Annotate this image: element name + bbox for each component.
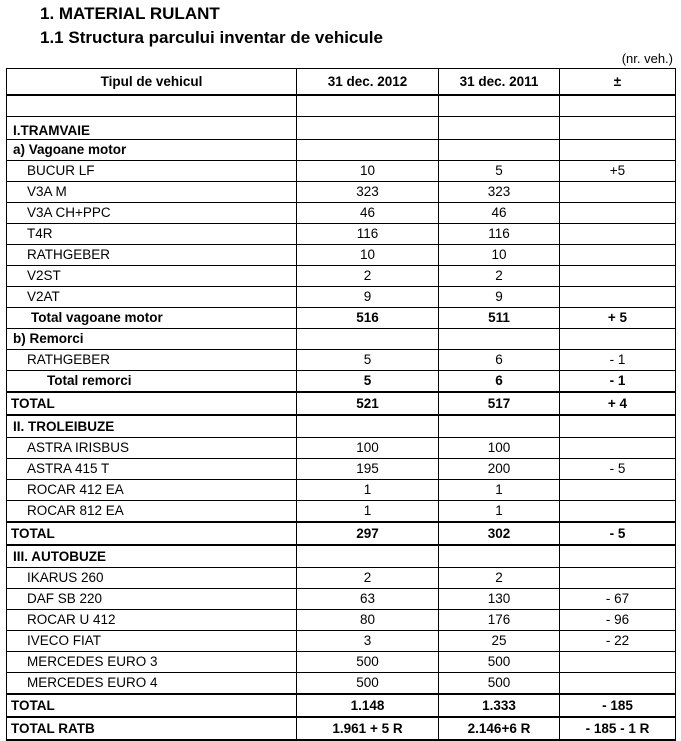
value-2011-cell <box>439 140 560 161</box>
value-2011-cell: 500 <box>439 673 560 695</box>
difference-cell <box>560 652 676 673</box>
value-2012-cell: 500 <box>297 652 439 673</box>
value-2011-cell: 116 <box>439 224 560 245</box>
difference-cell <box>560 224 676 245</box>
difference-cell: + 4 <box>560 392 676 415</box>
group-row <box>7 117 676 140</box>
table-row <box>7 245 676 266</box>
vehicle-type-cell: V3A M <box>7 182 297 203</box>
value-2012-cell: 63 <box>297 589 439 610</box>
group-row <box>7 545 676 568</box>
difference-cell: - 96 <box>560 610 676 631</box>
table-row <box>7 631 676 652</box>
vehicle-type-cell: TOTAL <box>7 694 297 717</box>
value-2012-cell: 80 <box>297 610 439 631</box>
difference-cell <box>560 117 676 140</box>
vehicle-type-cell: T4R <box>7 224 297 245</box>
value-2012-cell: 1.961 + 5 R <box>297 717 439 740</box>
vehicle-type-cell: MERCEDES EURO 4 <box>7 673 297 695</box>
difference-cell: - 22 <box>560 631 676 652</box>
group-row <box>7 140 676 161</box>
value-2011-cell: 6 <box>439 350 560 371</box>
table-row <box>7 652 676 673</box>
value-2012-cell <box>297 415 439 438</box>
value-2012-cell: 46 <box>297 203 439 224</box>
difference-cell <box>560 266 676 287</box>
value-2011-cell: 9 <box>439 287 560 308</box>
value-2012-cell: 100 <box>297 438 439 459</box>
section-heading: 1. MATERIAL RULANT <box>40 4 220 23</box>
table-row <box>7 459 676 480</box>
difference-cell: - 5 <box>560 522 676 545</box>
vehicle-type-cell: V3A CH+PPC <box>7 203 297 224</box>
value-2012-cell: 1.148 <box>297 694 439 717</box>
table-row <box>7 182 676 203</box>
vehicle-type-cell: III. AUTOBUZE <box>7 545 297 568</box>
value-2011-cell <box>439 545 560 568</box>
difference-cell <box>560 545 676 568</box>
column-header-diff: ± <box>560 69 676 96</box>
value-2012-cell: 2 <box>297 568 439 589</box>
spacer-cell <box>297 95 439 117</box>
difference-cell <box>560 287 676 308</box>
difference-cell: - 1 <box>560 371 676 393</box>
value-2011-cell: 10 <box>439 245 560 266</box>
total-row <box>7 522 676 545</box>
vehicle-type-cell: DAF SB 220 <box>7 589 297 610</box>
vehicle-type-cell: TOTAL RATB <box>7 717 297 740</box>
value-2012-cell: 116 <box>297 224 439 245</box>
value-2012-cell: 5 <box>297 350 439 371</box>
value-2012-cell: 500 <box>297 673 439 695</box>
value-2011-cell: 46 <box>439 203 560 224</box>
table-row <box>7 673 676 695</box>
table-row <box>7 480 676 501</box>
value-2011-cell: 130 <box>439 589 560 610</box>
table-row <box>7 610 676 631</box>
value-2011-cell: 302 <box>439 522 560 545</box>
value-2012-cell: 5 <box>297 371 439 393</box>
value-2012-cell <box>297 117 439 140</box>
spacer-row <box>7 95 676 117</box>
difference-cell: - 67 <box>560 589 676 610</box>
difference-cell <box>560 438 676 459</box>
value-2012-cell: 3 <box>297 631 439 652</box>
difference-cell <box>560 140 676 161</box>
value-2012-cell: 2 <box>297 266 439 287</box>
value-2012-cell: 516 <box>297 308 439 329</box>
difference-cell <box>560 329 676 350</box>
value-2011-cell: 25 <box>439 631 560 652</box>
value-2011-cell: 2.146+6 R <box>439 717 560 740</box>
table-row <box>7 501 676 523</box>
value-2012-cell: 9 <box>297 287 439 308</box>
vehicle-type-cell: ASTRA IRISBUS <box>7 438 297 459</box>
difference-cell <box>560 568 676 589</box>
vehicle-type-cell: a) Vagoane motor <box>7 140 297 161</box>
value-2011-cell: 2 <box>439 568 560 589</box>
table-header-row <box>7 69 676 96</box>
value-2011-cell: 500 <box>439 652 560 673</box>
spacer-cell <box>560 95 676 117</box>
table-row <box>7 203 676 224</box>
table-body <box>7 95 676 740</box>
vehicle-type-cell: Total remorci <box>7 371 297 393</box>
value-2011-cell: 200 <box>439 459 560 480</box>
total-row <box>7 717 676 740</box>
column-header-2012: 31 dec. 2012 <box>297 69 439 96</box>
value-2011-cell: 2 <box>439 266 560 287</box>
value-2012-cell: 1 <box>297 480 439 501</box>
value-2011-cell <box>439 415 560 438</box>
vehicle-type-cell: MERCEDES EURO 3 <box>7 652 297 673</box>
difference-cell <box>560 673 676 695</box>
value-2011-cell <box>439 329 560 350</box>
value-2012-cell: 1 <box>297 501 439 523</box>
difference-cell: - 5 <box>560 459 676 480</box>
difference-cell: +5 <box>560 161 676 182</box>
value-2011-cell: 511 <box>439 308 560 329</box>
value-2011-cell: 100 <box>439 438 560 459</box>
table-row <box>7 224 676 245</box>
group-row <box>7 371 676 393</box>
total-row <box>7 694 676 717</box>
table-row <box>7 161 676 182</box>
value-2012-cell: 297 <box>297 522 439 545</box>
value-2011-cell: 517 <box>439 392 560 415</box>
group-row <box>7 329 676 350</box>
column-header-2011: 31 dec. 2011 <box>439 69 560 96</box>
vehicle-type-cell: I.TRAMVAIE <box>7 117 297 140</box>
value-2012-cell: 521 <box>297 392 439 415</box>
table-row <box>7 589 676 610</box>
vehicle-type-cell: Total vagoane motor <box>7 308 297 329</box>
group-row <box>7 415 676 438</box>
group-row <box>7 308 676 329</box>
value-2011-cell: 6 <box>439 371 560 393</box>
value-2011-cell: 5 <box>439 161 560 182</box>
vehicle-type-cell: RATHGEBER <box>7 245 297 266</box>
value-2012-cell <box>297 545 439 568</box>
value-2012-cell: 10 <box>297 245 439 266</box>
vehicle-fleet-table <box>6 68 676 741</box>
table-row <box>7 287 676 308</box>
difference-cell: - 185 <box>560 694 676 717</box>
vehicle-type-cell: b) Remorci <box>7 329 297 350</box>
unit-note: (nr. veh.) <box>621 51 673 66</box>
value-2012-cell: 323 <box>297 182 439 203</box>
subsection-heading: 1.1 Structura parcului inventar de vehicule <box>40 28 383 47</box>
difference-cell <box>560 501 676 523</box>
value-2012-cell: 10 <box>297 161 439 182</box>
value-2012-cell <box>297 329 439 350</box>
table-row <box>7 266 676 287</box>
vehicle-type-cell: RATHGEBER <box>7 350 297 371</box>
difference-cell: + 5 <box>560 308 676 329</box>
value-2012-cell <box>297 140 439 161</box>
vehicle-type-cell: V2AT <box>7 287 297 308</box>
difference-cell: - 185 - 1 R <box>560 717 676 740</box>
vehicle-type-cell: ASTRA 415 T <box>7 459 297 480</box>
column-header-vehicle-type: Tipul de vehicul <box>7 69 297 96</box>
difference-cell <box>560 182 676 203</box>
value-2012-cell: 195 <box>297 459 439 480</box>
value-2011-cell: 323 <box>439 182 560 203</box>
vehicle-type-cell: ROCAR 412 EA <box>7 480 297 501</box>
value-2011-cell: 1 <box>439 501 560 523</box>
difference-cell <box>560 415 676 438</box>
vehicle-type-cell: V2ST <box>7 266 297 287</box>
table-row <box>7 568 676 589</box>
spacer-cell <box>7 95 297 117</box>
value-2011-cell <box>439 117 560 140</box>
vehicle-type-cell: II. TROLEIBUZE <box>7 415 297 438</box>
value-2011-cell: 1 <box>439 480 560 501</box>
difference-cell <box>560 245 676 266</box>
spacer-cell <box>439 95 560 117</box>
value-2011-cell: 1.333 <box>439 694 560 717</box>
vehicle-type-cell: TOTAL <box>7 392 297 415</box>
vehicle-type-cell: BUCUR LF <box>7 161 297 182</box>
total-row <box>7 392 676 415</box>
table-row <box>7 438 676 459</box>
vehicle-type-cell: ROCAR U 412 <box>7 610 297 631</box>
difference-cell <box>560 203 676 224</box>
vehicle-type-cell: IVECO FIAT <box>7 631 297 652</box>
vehicle-type-cell: TOTAL <box>7 522 297 545</box>
table-row <box>7 350 676 371</box>
difference-cell: - 1 <box>560 350 676 371</box>
vehicle-type-cell: IKARUS 260 <box>7 568 297 589</box>
difference-cell <box>560 480 676 501</box>
value-2011-cell: 176 <box>439 610 560 631</box>
vehicle-type-cell: ROCAR 812 EA <box>7 501 297 523</box>
